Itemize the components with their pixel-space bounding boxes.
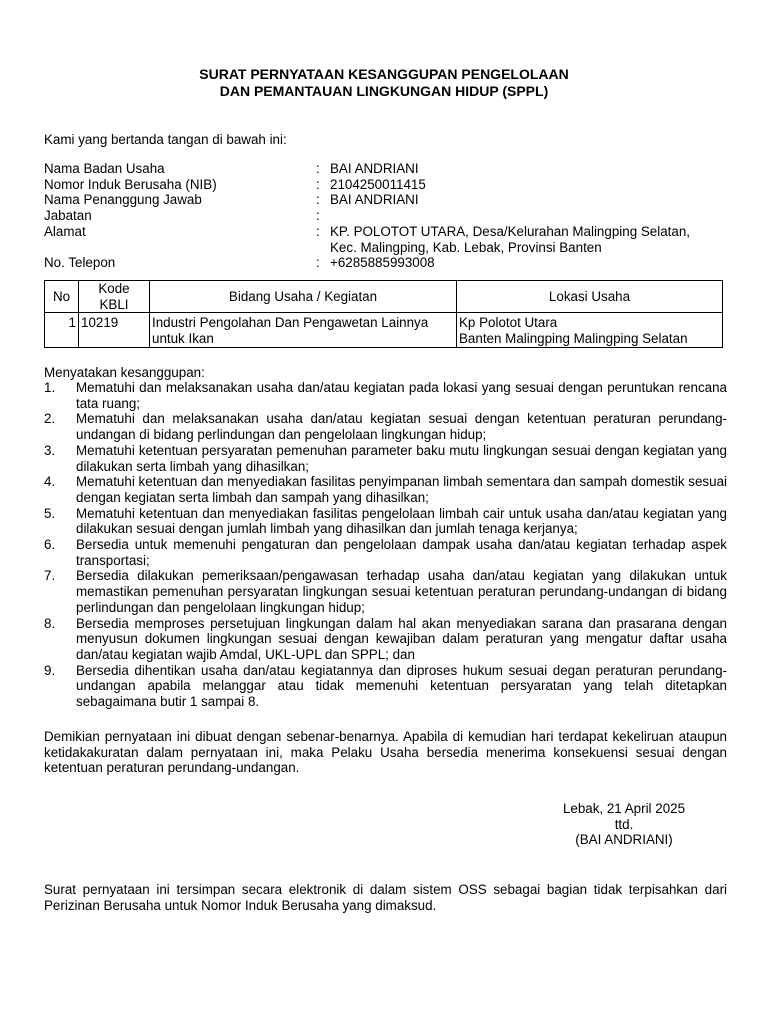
- info-value-line: BAI ANDRIANI: [330, 161, 419, 176]
- info-colon: :: [316, 223, 320, 239]
- info-value-line: KP. POLOTOT UTARA, Desa/Kelurahan Malingping Selatan,: [330, 223, 690, 239]
- pledge-number: 8.: [44, 615, 56, 631]
- sign-name: (BAI ANDRIANI): [575, 832, 673, 848]
- header-kbli-line: KBLI: [99, 296, 129, 312]
- info-label: Jabatan: [44, 208, 92, 224]
- cell-lokasi-line: Banten Malingping Malingping Selatan: [459, 331, 688, 347]
- pledge-text: Bersedia memproses persetujuan lingkungan dalam hal akan menyediakan sarana dan prasarana dengan menyusun dokumen lingkungan sesuai dengan kewajiban dalam peraturan yang mengatur daftar usaha dan/atau kegiatan wajib Amdal, UKL-UPL dan SPPL; dan: [76, 615, 727, 662]
- info-row-nama-badan: [44, 161, 734, 177]
- info-value-line: [330, 208, 734, 224]
- header-no: No: [45, 281, 79, 313]
- info-row-penanggung-jawab: [44, 192, 734, 208]
- pledge-list: [44, 380, 727, 710]
- table-row: [45, 313, 723, 348]
- cell-bidang: [150, 313, 457, 348]
- pledge-number: 4.: [44, 474, 56, 490]
- pledge-number: 5.: [44, 505, 56, 521]
- pledge-text: Mematuhi ketentuan dan menyediakan fasilitas pengelolaan limbah cair untuk usaha dan/atau kegiatan yang dilakukan sesuai dengan jumlah limbah yang dihasilkan dan jumlah tenaga kerjanya;: [76, 505, 727, 537]
- info-value: [330, 192, 734, 208]
- pledge-text: Mematuhi ketentuan persyaratan pemenuhan parameter baku mutu lingkungan sesuai dengan kegiatan yang dilakukan serta limbah yang dihasilkan;: [76, 442, 727, 474]
- pledge-number: 3.: [44, 442, 56, 458]
- info-label: No. Telepon: [44, 255, 116, 271]
- footer-note: Surat pernyataan ini tersimpan secara elektronik di dalam sistem OSS sebagai bagian tidak terpisahkan dari Perizinan Berusaha untuk Nomor Induk Berusaha yang dimaksud.: [44, 882, 727, 913]
- info-colon: :: [316, 176, 320, 192]
- info-value-line: BAI ANDRIANI: [330, 192, 419, 208]
- signature-block: [540, 801, 708, 848]
- list-item: [44, 506, 727, 537]
- list-item: [44, 663, 727, 710]
- header-lokasi-usaha: Lokasi Usaha: [457, 281, 723, 313]
- header-kode-kbli: [79, 281, 150, 313]
- info-label: Alamat: [44, 223, 86, 239]
- document-title: [0, 66, 768, 100]
- title-line-2: DAN PEMANTAUAN LINGKUNGAN HIDUP (SPPL): [219, 83, 549, 99]
- sign-place-date: Lebak, 21 April 2025: [562, 801, 686, 816]
- info-value: [330, 161, 734, 177]
- title-line-1: SURAT PERNYATAAN KESANGGUPAN PENGELOLAAN: [199, 66, 569, 82]
- pledge-heading: Menyatakan kesanggupan:: [44, 365, 205, 380]
- pledge-text: Mematuhi dan melaksanakan usaha dan/atau kegiatan pada lokasi yang sesuai dengan peruntukan rencana tata ruang;: [76, 380, 727, 411]
- info-colon: :: [316, 255, 320, 271]
- pledge-text: Bersedia untuk memenuhi pengaturan dan pengelolaan dampak usaha dan/atau kegiatan terhadap aspek transportasi;: [76, 537, 727, 568]
- pledge-text: Mematuhi dan melaksanakan usaha dan/atau kegiatan sesuai dengan ketentuan peraturan perundang-undangan di bidang perlindungan dan pengelolaan lingkungan hidup;: [76, 411, 727, 443]
- list-item: [44, 568, 727, 615]
- info-value: [330, 208, 734, 224]
- header-bidang-usaha: Bidang Usaha / Kegiatan: [150, 281, 457, 313]
- cell-kode: 10219: [79, 313, 150, 348]
- header-kode-line: Kode: [98, 281, 130, 296]
- info-value-line: +6285885993008: [330, 255, 435, 271]
- list-item: [44, 380, 727, 411]
- pledge-text: Mematuhi ketentuan dan menyediakan fasilitas penyimpanan limbah sementara dan sampah domestik sesuai dengan kegiatan serta limbah dan sampah yang dihasilkan;: [76, 474, 727, 505]
- pledge-number: 1.: [44, 380, 56, 395]
- list-item: [44, 616, 727, 663]
- info-colon: :: [316, 161, 320, 176]
- info-label: Nomor Induk Berusaha (NIB): [44, 176, 217, 192]
- table-header-row: [45, 281, 723, 313]
- info-row-jabatan: [44, 208, 734, 224]
- list-item: [44, 443, 727, 474]
- info-value: [330, 224, 734, 255]
- info-colon: :: [316, 208, 320, 224]
- info-value: [330, 255, 734, 271]
- info-row-telepon: [44, 255, 734, 271]
- pledge-text: Bersedia dihentikan usaha dan/atau kegiatannya dan diproses hukum sesuai degan peraturan perundang-undangan apabila melanggar atau tidak memenuhi ketentuan persyaratan yang telah ditetapkan sebagaimana butir 1 sampai 8.: [76, 662, 727, 710]
- pledge-number: 2.: [44, 411, 56, 427]
- cell-lokasi: [457, 313, 723, 348]
- list-item: [44, 411, 727, 442]
- identity-info: [44, 161, 734, 271]
- kbli-table: [44, 280, 723, 348]
- sign-ttd: ttd.: [614, 816, 634, 832]
- cell-bidang-line: Industri Pengolahan Dan Pengawetan Lainnya: [152, 315, 429, 331]
- info-row-alamat: [44, 224, 734, 255]
- intro-text: Kami yang bertanda tangan di bawah ini:: [44, 132, 287, 147]
- info-colon: :: [316, 192, 320, 208]
- cell-bidang-line: untuk Ikan: [152, 331, 214, 347]
- list-item: [44, 537, 727, 568]
- pledge-number: 6.: [44, 537, 56, 553]
- cell-lokasi-line: Kp Polotot Utara: [459, 315, 558, 331]
- list-item: [44, 474, 727, 505]
- info-value: [330, 177, 734, 193]
- info-label: Nama Penanggung Jawab: [44, 192, 202, 208]
- info-value-line: Kec. Malingping, Kab. Lebak, Provinsi Banten: [330, 239, 602, 255]
- closing-paragraph: Demikian pernyataan ini dibuat dengan sebenar-benarnya. Apabila di kemudian hari terdapat kekeliruan ataupun ketidakakuratan dalam pernyataan ini, maka Pelaku Usaha bersedia menerima konsekuensi sesuai dengan ketentuan peraturan perundang-undangan.: [44, 729, 727, 776]
- info-row-nib: [44, 177, 734, 193]
- cell-no: 1: [45, 313, 79, 348]
- pledge-text: Bersedia dilakukan pemeriksaan/pengawasan terhadap usaha dan/atau kegiatan yang dilakukan untuk memastikan pemenuhan persyaratan lingkungan sesuai ketentuan peraturan perundang-undangan di bidang perlindungan dan pengelolaan lingkungan hidup;: [76, 568, 727, 615]
- info-label: Nama Badan Usaha: [44, 161, 165, 176]
- pledge-number: 7.: [44, 568, 56, 584]
- info-value-line: 2104250011415: [330, 176, 426, 192]
- pledge-number: 9.: [44, 662, 56, 678]
